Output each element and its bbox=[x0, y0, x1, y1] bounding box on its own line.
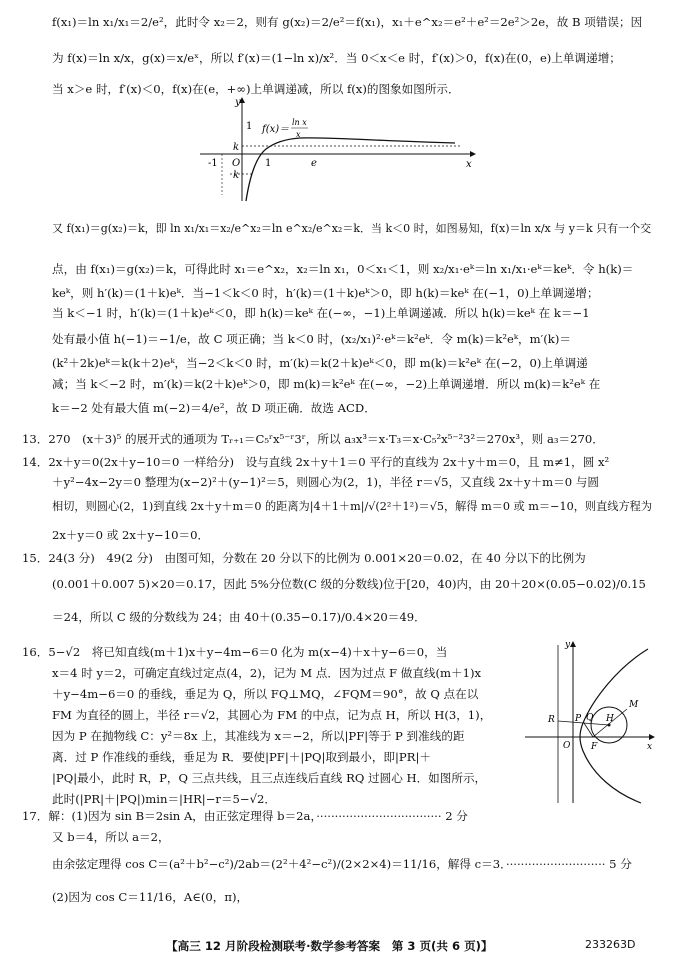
text-line: 此时(|PR|＋|PQ|)min＝|HR|−r＝5−√2． bbox=[52, 792, 277, 806]
point-h-label: H bbox=[606, 714, 614, 724]
tick-one-x: 1 bbox=[265, 158, 272, 169]
point-p-label: P bbox=[575, 714, 582, 724]
text-line: x＝4 时 y＝2，可确定直线过定点(4，2)，记为 M 点．因为过点 F 做直线(m＋1)x bbox=[52, 666, 482, 680]
function-graph-figure bbox=[200, 95, 478, 203]
origin-label: O bbox=[563, 741, 571, 751]
text-line: (k²＋2k)eᵏ＝k(k＋2)eᵏ，当−2＜k＜0 时，m′(k)＝k(2＋k)eᵏ＜0，即 m(k)＝k²eᵏ 在(−2，0)上单调递 bbox=[52, 356, 588, 370]
text-line: (2)因为 cos C＝11/16，A∈(0，π)， bbox=[52, 890, 249, 904]
text-line: 当 k＜−1 时，h′(k)＝(1＋k)eᵏ＜0，即 h(k)＝keᵏ 在(−∞，−1)上单调递减．所以 h(k)＝keᵏ 在 k＝−1 bbox=[52, 306, 590, 320]
tick-neg-one: -1 bbox=[208, 158, 218, 169]
answer-14: 14．2x＋y＝0(2x＋y−10＝0 一样给分) 设与直线 2x＋y＋1＝0 平行的直线为 2x＋y＋m＝0，且 m≠1，圆 x² bbox=[22, 455, 610, 469]
x-axis-label: x bbox=[647, 742, 653, 752]
answer-17: 17．解：(1)因为 sin B＝2sin A，由正弦定理得 b＝2a，·································· 2 分 bbox=[22, 809, 468, 823]
point-f-label: F bbox=[591, 742, 598, 752]
text-line: ＋y−4m−6＝0 的垂线，垂足为 Q，所以 FQ⊥MQ，∠FQM＝90°，故 Q 点在以 bbox=[52, 687, 479, 701]
point-r-label: R bbox=[548, 715, 555, 725]
text-line: ＋y²−4x−2y＝0 整理为(x−2)²＋(y−1)²＝5，则圆心为(2，1)，半径 r＝√5，又直线 2x＋y＋m＝0 与圆 bbox=[52, 475, 599, 489]
curve-label: f(x)＝ bbox=[262, 124, 290, 135]
x-axis-arrow bbox=[470, 151, 476, 157]
k-lower-label: k bbox=[233, 170, 240, 181]
text-line: ＝24，所以 C 级的分数线为 24；由 40＋(0.35−0.17)/0.4×20＝49． bbox=[52, 610, 426, 624]
text-line: 因为 P 在抛物线 C：y²＝8x 上，其准线为 x＝−2，所以|PF|等于 P 到准线的距 bbox=[52, 729, 465, 743]
y-axis-arrow bbox=[570, 641, 576, 647]
curve-formula-numerator: ln x bbox=[292, 118, 307, 127]
text-line: 离．过 P 作准线的垂线，垂足为 R．要使|PF|＋|PQ|取到最小，即|PR|＋ bbox=[52, 750, 431, 764]
text-line: f(x₁)＝ln x₁/x₁＝2/e²，此时令 x₂＝2，则有 g(x₂)＝2/e²＝f(x₁)，x₁＋e^x₂＝e²＋e²＝2e²＞2e，故 B 项错误；因 bbox=[52, 15, 643, 29]
document-code: 233263D bbox=[585, 938, 636, 951]
y-axis-label: y bbox=[565, 640, 571, 650]
origin-label: O bbox=[232, 158, 241, 169]
answer-13: 13．270 (x＋3)⁵ 的展开式的通项为 Tᵣ₊₁＝C₅ʳx⁵⁻ʳ3ʳ，所以 a₃x³＝x·T₃＝x·C₅²x⁵⁻²3²＝270x³，则 a₃＝270． bbox=[22, 432, 604, 446]
text-line: 当 x＞e 时，f′(x)＜0，f(x)在(e，+∞)上单调递减，所以 f(x)的图象如图所示． bbox=[52, 82, 460, 96]
tick-e: e bbox=[311, 158, 317, 169]
x-axis-label: x bbox=[466, 159, 472, 170]
text-line: FM 为直径的圆上，半径 r＝√2，其圆心为 FM 的中点，记为点 H，所以 H(3，1)， bbox=[52, 708, 492, 722]
page-footer: 【高三 12 月阶段检测联考·数学参考答案 第 3 页(共 6 页)】 bbox=[166, 939, 493, 953]
answer-15: 15．24(3 分) 49(2 分) 由图可知，分数在 20 分以下的比例为 0.001×20＝0.02，在 40 分以下的比例为 bbox=[22, 551, 586, 565]
text-line: 相切，则圆心(2，1)到直线 2x＋y＋m＝0 的距离为|4＋1＋m|/√(2²＋1²)＝√5，解得 m＝0 或 m＝−10，则直线方程为 bbox=[52, 500, 653, 513]
k-upper-label: k bbox=[233, 142, 240, 153]
text-line: 为 f(x)＝ln x/x，g(x)＝x/eˣ，所以 f′(x)＝(1−ln x)/x²．当 0＜x＜e 时，f′(x)＞0，f(x)在(0，e)上单调递增； bbox=[52, 51, 621, 65]
point-m-label: M bbox=[629, 700, 639, 710]
text-line: (0.001＋0.007 5)×20＝0.17，因此 5%分位数(C 级的分数线)位于[20，40)内，由 20＋20×(0.05−0.02)/0.15 bbox=[52, 577, 646, 591]
x-axis-arrow bbox=[649, 734, 655, 740]
tick-one-y: 1 bbox=[246, 121, 253, 132]
text-line: 又 b＝4，所以 a＝2， bbox=[52, 830, 170, 844]
parabola-figure bbox=[523, 637, 658, 805]
text-line: 减；当 k＜−2 时，m′(k)＝k(2＋k)eᵏ＞0，即 m(k)＝k²eᵏ 在(−∞，−2)上单调递增．所以 m(k)＝k²eᵏ 在 bbox=[52, 377, 601, 391]
text-line: 由余弦定理得 cos C＝(a²＋b²−c²)/2ab＝(2²＋4²−c²)/(2×2×4)＝11/16，解得 c＝3．··························· 5 分 bbox=[52, 857, 632, 871]
text-line: 点，由 f(x₁)＝g(x₂)＝k，可得此时 x₁＝e^x₂，x₂＝ln x₁，0＜x₁＜1，则 x₂/x₁·eᵏ＝ln x₁/x₁·eᵏ＝keᵏ．令 h(k)＝ bbox=[52, 262, 634, 276]
function-curve bbox=[246, 138, 455, 201]
point-q-label: Q bbox=[586, 713, 594, 723]
text-line: |PQ|最小，此时 R，P，Q 三点共线，且三点连线后直线 RQ 过圆心 H．如图所示， bbox=[52, 771, 487, 785]
parabola-curve bbox=[580, 649, 648, 803]
y-axis-label: y bbox=[235, 97, 241, 108]
text-line: 处有最小值 h(−1)＝−1/e，故 C 项正确；当 k＜0 时，(x₂/x₁)²·eᵏ＝k²eᵏ．令 m(k)＝k²eᵏ，m′(k)＝ bbox=[52, 332, 571, 346]
text-line: keᵏ，则 h′(k)＝(1＋k)eᵏ．当−1＜k＜0 时，h′(k)＝(1＋k)eᵏ＞0，即 h(k)＝keᵏ 在(−1，0)上单调递增； bbox=[52, 286, 599, 300]
answer-16: 16．5−√2 将已知直线(m＋1)x＋y−4m−6＝0 化为 m(x−4)＋x＋y−6＝0，当 bbox=[22, 645, 448, 659]
text-line: 又 f(x₁)＝g(x₂)＝k，即 ln x₁/x₁＝x₂/e^x₂＝ln e^x₂/e^x₂＝k．当 k＜0 时，如图易知，f(x)＝ln x/x 与 y＝k 只有一个交 bbox=[52, 222, 652, 235]
text-line: k＝−2 处有最大值 m(−2)＝4/e²，故 D 项正确．故选 ACD． bbox=[52, 401, 376, 415]
curve-formula-denominator: x bbox=[296, 130, 301, 139]
text-line: 2x＋y＝0 或 2x＋y−10＝0． bbox=[52, 528, 210, 542]
